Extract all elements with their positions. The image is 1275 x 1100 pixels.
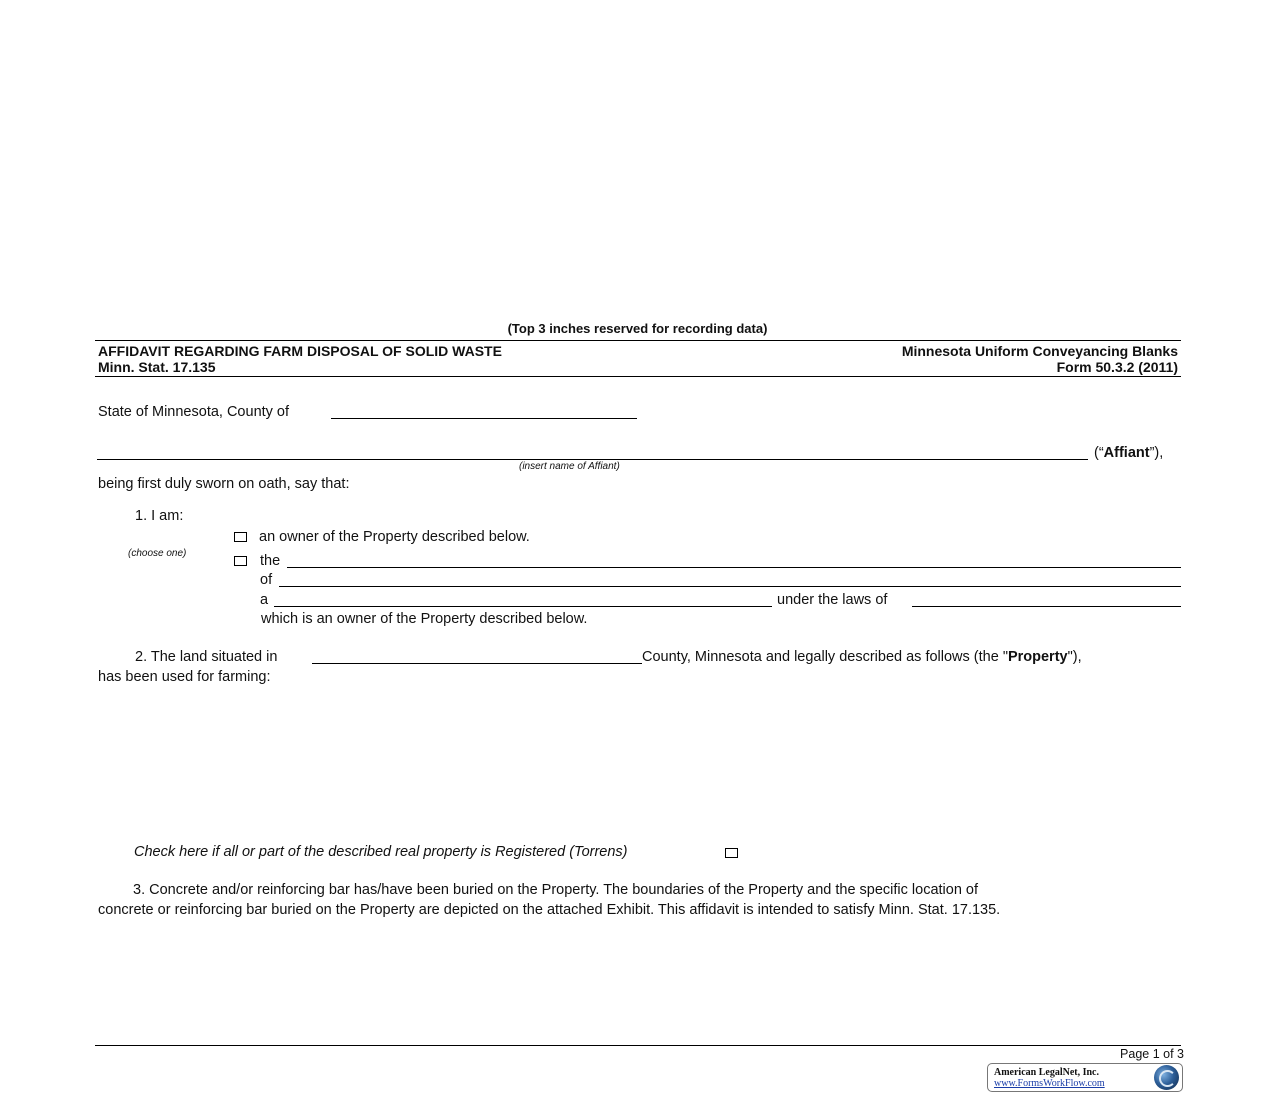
publisher-name: Minnesota Uniform Conveyancing Blanks [901, 343, 1178, 359]
form-number: Form 50.3.2 (2011) [1056, 359, 1178, 375]
county-field[interactable] [331, 418, 637, 419]
land-county-field[interactable] [312, 663, 642, 664]
under-laws-label: under the laws of [777, 592, 888, 608]
owner-checkbox[interactable] [234, 532, 247, 542]
form-title: AFFIDAVIT REGARDING FARM DISPOSAL OF SOLID WASTE [98, 343, 502, 359]
venue-label: State of Minnesota, County of [98, 404, 290, 420]
logo-company-name: American LegalNet, Inc. [994, 1067, 1099, 1078]
entity-checkbox[interactable] [234, 556, 247, 566]
sworn-statement: being first duly sworn on oath, say that: [98, 476, 350, 492]
torrens-text: Check here if all or part of the described real property is Registered (Torrens) [134, 844, 628, 860]
item3-line2: concrete or reinforcing bar buried on the Property are depicted on the attached Exhibit. This affidavit is intended to satisfy Minn. Stat. 17.135. [98, 902, 1001, 918]
entity-type-field[interactable] [274, 606, 772, 607]
the-label: the [260, 553, 281, 569]
globe-icon [1154, 1065, 1179, 1090]
entity-name-field[interactable] [279, 586, 1181, 587]
affiant-label-bold: Affiant [1103, 445, 1150, 461]
entity-title-field[interactable] [287, 567, 1181, 568]
statute-ref: Minn. Stat. 17.135 [98, 359, 216, 375]
header-rule-bottom [95, 376, 1181, 377]
item2-line2: has been used for farming: [98, 669, 271, 685]
affiant-caption: (insert name of Affiant) [519, 461, 620, 472]
footer-rule [95, 1045, 1181, 1046]
item2-middle: County, Minnesota and legally described as follows (the " [642, 649, 1008, 665]
publisher-logo[interactable] [987, 1063, 1183, 1092]
choose-one-note: (choose one) [128, 548, 187, 559]
which-owner-text: which is an owner of the Property described below. [261, 611, 588, 627]
item3-line1: 3. Concrete and/or reinforcing bar has/have been buried on the Property. The boundaries of the Property and the specific location of [133, 882, 979, 898]
item2-prefix: 2. The land situated in [135, 649, 278, 665]
a-label: a [260, 592, 269, 608]
torrens-checkbox[interactable] [725, 848, 738, 858]
page-number: Page 1 of 3 [1120, 1047, 1184, 1061]
of-label: of [260, 572, 273, 588]
owner-option-text: an owner of the Property described below. [259, 529, 530, 545]
affiant-label-close: ”), [1149, 445, 1164, 461]
item2-end: "), [1067, 649, 1082, 665]
item1-label: 1. I am: [135, 508, 184, 524]
item2-legal-text [642, 649, 1082, 665]
header-rule-top [95, 340, 1181, 341]
affiant-label [1094, 445, 1163, 461]
logo-url[interactable]: www.FormsWorkFlow.com [994, 1078, 1105, 1089]
recording-reserve-note: (Top 3 inches reserved for recording data) [507, 321, 768, 336]
affiant-label-open: (“ [1094, 445, 1104, 461]
jurisdiction-field[interactable] [912, 606, 1181, 607]
item2-property-bold: Property [1007, 649, 1068, 665]
affiant-name-field[interactable] [97, 459, 1088, 460]
